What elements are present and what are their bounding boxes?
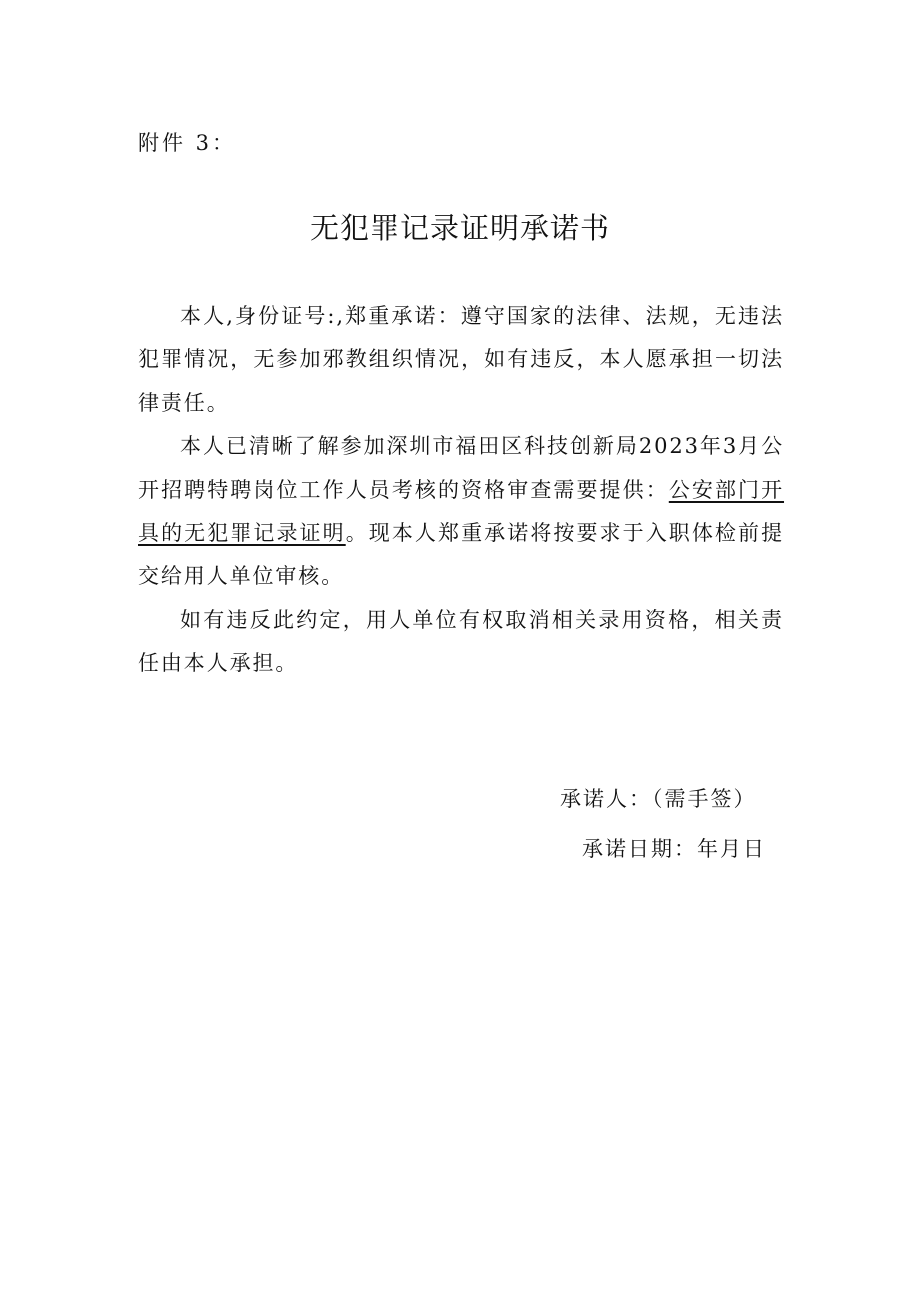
document-title: 无犯罪记录证明承诺书 <box>309 211 610 245</box>
paragraph-requirement-text-2: 。现本人郑重承诺将按要求于入职体检前提交给用人单位审核。 <box>138 521 784 589</box>
signature-date: 承诺日期：年月日 <box>582 837 766 861</box>
document-body <box>138 295 784 686</box>
paragraph-violation: 如有违反此约定，用人单位有权取消相关录用资格，相关责任由本人承担。 <box>138 607 784 676</box>
paragraph-requirement <box>138 425 784 599</box>
paragraph-commitment: 本人,身份证号:,郑重承诺：遵守国家的法律、法规，无违法犯罪情况，无参加邪教组织情况，如有违反，本人愿承担一切法律责任。 <box>138 304 784 415</box>
attachment-label: 附件 3： <box>138 131 237 155</box>
underlined-certificate-text: 公安部门开具的无犯罪记录证明 <box>138 477 785 546</box>
paragraph-requirement-text-1: 本人已清晰了解参加深圳市福田区科技创新局2023年3月公开招聘特聘岗位工作人员考核的资格审查需要提供： <box>138 434 784 502</box>
signature-promisor: 承诺人：（需手签） <box>560 787 757 811</box>
